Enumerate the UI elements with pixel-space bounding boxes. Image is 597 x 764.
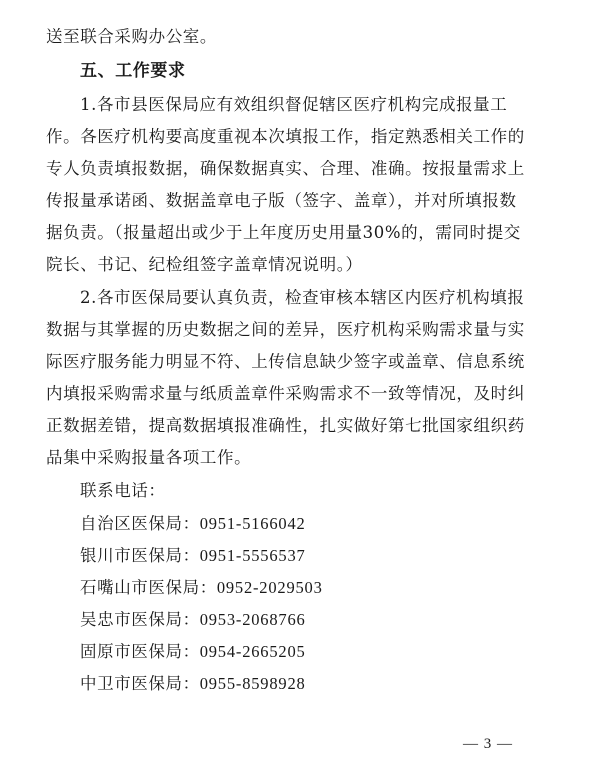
paragraph-1-line: 1.各市县医保局应有效组织督促辖区医疗机构完成报量工 [80, 95, 508, 114]
contact-phone: 0953-2068766 [199, 610, 306, 629]
contact-phone: 0951-5556537 [199, 546, 306, 565]
paragraph-1-line: 院长、书记、纪检组签字盖章情况说明。） [46, 255, 363, 274]
contact-row [80, 545, 306, 567]
paragraph-2-line: 品集中采购报量各项工作。 [46, 448, 252, 467]
contact-dept: 中卫市医保局： [80, 674, 200, 693]
paragraph-2-line: 际医疗服务能力明显不符、上传信息缺少签字或盖章、信息系统 [46, 352, 525, 371]
lead-line: 送至联合采购办公室。 [46, 27, 217, 46]
contacts-title: 联系电话： [80, 481, 166, 500]
paragraph-1-line: 专人负责填报数据，确保数据真实、合理、准确。按报量需求上 [46, 159, 525, 178]
contact-dept: 银川市医保局： [80, 546, 200, 565]
contact-phone: 0952-2029503 [216, 578, 323, 597]
contact-dept: 石嘴山市医保局： [80, 578, 217, 597]
contact-dept: 吴忠市医保局： [80, 610, 200, 629]
paragraph-2-line: 2.各市医保局要认真负责，检查审核本辖区内医疗机构填报 [80, 288, 525, 307]
paragraph-2-line: 数据与其掌握的历史数据之间的差异，医疗机构采购需求量与实 [46, 320, 525, 339]
contact-row [80, 577, 323, 599]
page-number: — 3 — [463, 736, 513, 752]
contact-row [80, 513, 306, 535]
contact-row [80, 673, 306, 695]
contact-row [80, 641, 306, 663]
contact-phone: 0955-8598928 [199, 674, 306, 693]
paragraph-1-line: 作。各医疗机构要高度重视本次填报工作，指定熟悉相关工作的 [46, 127, 525, 146]
contact-phone: 0951-5166042 [199, 514, 306, 533]
contact-dept: 固原市医保局： [80, 642, 200, 661]
section-heading: 五、工作要求 [80, 61, 186, 81]
paragraph-2-line: 内填报采购需求量与纸质盖章件采购需求不一致等情况，及时纠 [46, 384, 525, 403]
contact-phone: 0954-2665205 [199, 642, 306, 661]
paragraph-1-line: 据负责。（报量超出或少于上年度历史用量30%的，需同时提交 [46, 223, 521, 242]
contact-dept: 自治区医保局： [80, 514, 200, 533]
paragraph-1-line: 传报量承诺函、数据盖章电子版（签字、盖章），并对所填报数 [46, 191, 517, 210]
paragraph-2-line: 正数据差错，提高数据填报准确性，扎实做好第七批国家组织药 [46, 416, 525, 435]
contact-row [80, 609, 306, 631]
